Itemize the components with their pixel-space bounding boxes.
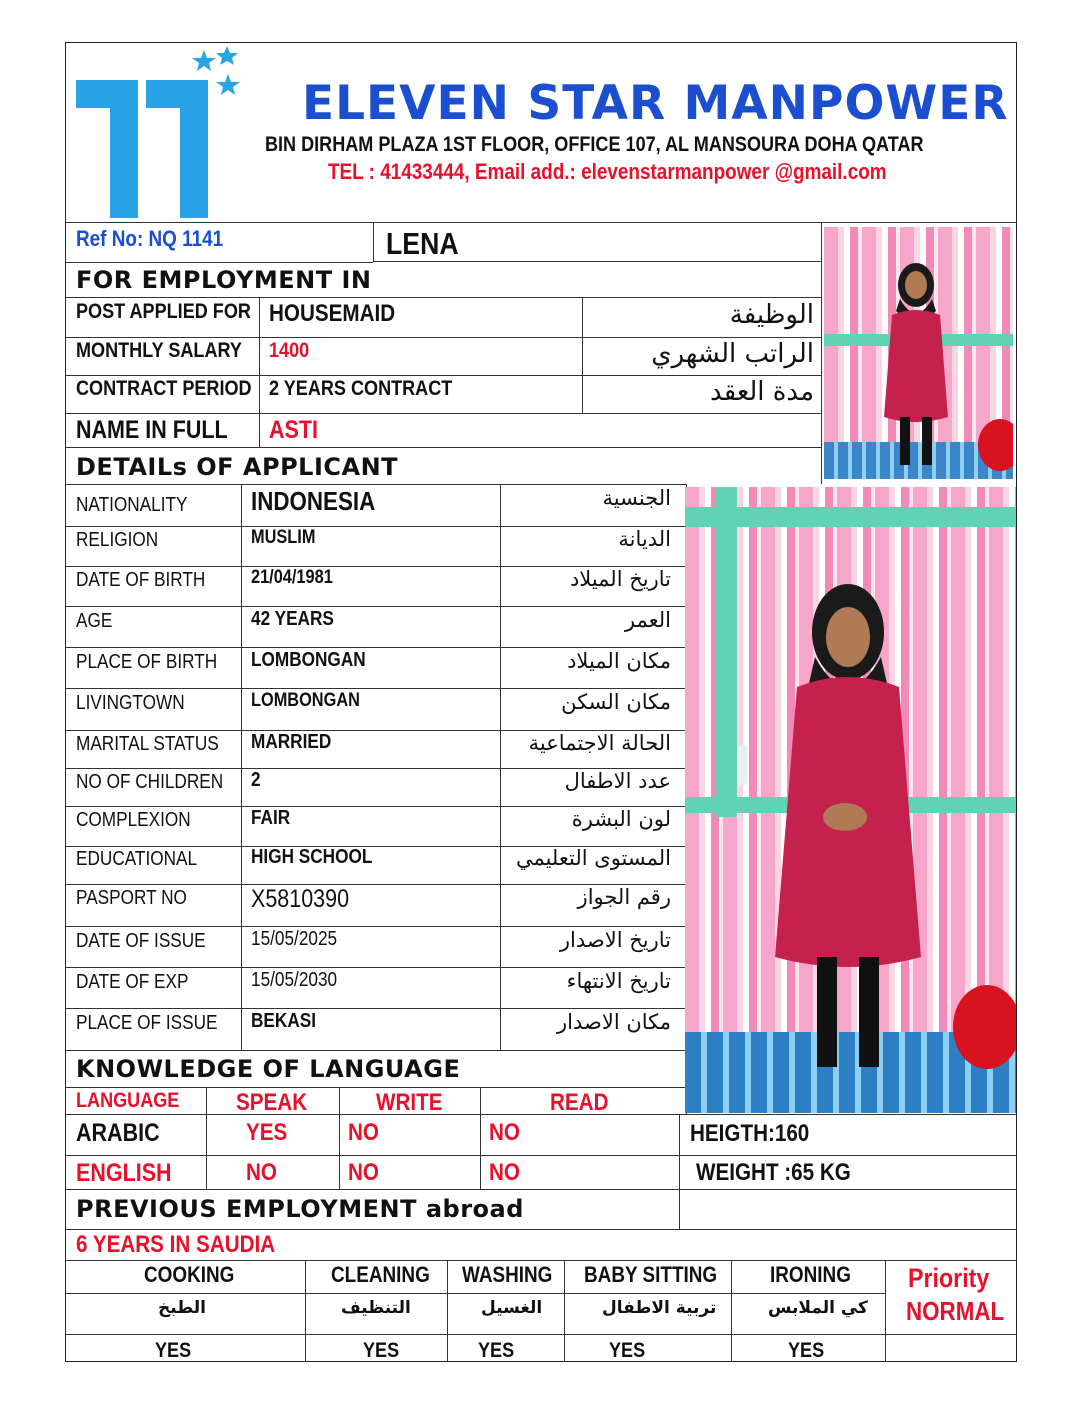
detail-value: 21/04/1981 (251, 567, 333, 588)
skill-arabic: كي الملابس (768, 1298, 868, 1318)
lang-header-speak: SPEAK (236, 1089, 308, 1116)
detail-arabic: الديانة (618, 527, 671, 551)
ref-number: Ref No: NQ 1141 (76, 226, 224, 251)
company-contact: TEL : 41433444, Email add.: elevenstarmanpower @gmail.com (328, 159, 887, 184)
salary-value: 1400 (269, 339, 310, 362)
previous-experience: 6 YEARS IN SAUDIA (76, 1231, 276, 1258)
skill-value: YES (155, 1339, 192, 1362)
company-logo (76, 46, 246, 218)
detail-label: DATE OF BIRTH (76, 569, 206, 591)
detail-value: 15/05/2025 (251, 928, 338, 950)
skill-arabic: الطبخ (158, 1298, 206, 1318)
post-arabic: الوظيفة (729, 300, 814, 330)
skill-arabic: الغسيل (481, 1298, 543, 1318)
contract-arabic: مدة العقد (710, 377, 814, 407)
detail-label: NO OF CHILDREN (76, 771, 224, 793)
detail-value: 42 YEARS (251, 608, 334, 630)
skill-name: COOKING (144, 1262, 235, 1287)
detail-arabic: مكان الاصدار (557, 1010, 671, 1034)
detail-value: X5810390 (251, 885, 350, 913)
skill-value: YES (478, 1339, 515, 1362)
detail-label: AGE (76, 610, 113, 632)
detail-arabic: تاريخ الانتهاء (566, 969, 671, 993)
lang-header-read: READ (550, 1089, 609, 1116)
skill-name: CLEANING (331, 1262, 430, 1287)
detail-value: HIGH SCHOOL (251, 846, 373, 868)
detail-label: DATE OF ISSUE (76, 930, 206, 952)
lang-header-language: LANGUAGE (76, 1089, 180, 1112)
company-name: ELEVEN STAR MANPOWER (302, 76, 1009, 131)
employment-section-title: FOR EMPLOYMENT IN (76, 266, 372, 294)
details-section-title: DETAILs OF APPLICANT (76, 453, 399, 481)
detail-label: MARITAL STATUS (76, 733, 219, 755)
detail-value: 2 (251, 769, 261, 791)
previous-section-title: PREVIOUS EMPLOYMENT abroad (76, 1195, 524, 1223)
detail-value: FAIR (251, 807, 291, 829)
detail-arabic: الحالة الاجتماعية (528, 731, 671, 755)
skill-value: YES (609, 1339, 646, 1362)
lang-header-write: WRITE (376, 1089, 443, 1116)
skill-value: YES (788, 1339, 825, 1362)
skill-name: WASHING (462, 1262, 553, 1287)
detail-arabic: تاريخ الاصدار (559, 928, 671, 952)
full-name-value: ASTI (269, 416, 318, 444)
detail-label: PLACE OF ISSUE (76, 1012, 218, 1034)
detail-label: PASPORT NO (76, 887, 187, 909)
detail-arabic: مكان الميلاد (567, 649, 671, 673)
detail-value: MUSLIM (251, 527, 316, 548)
detail-value: INDONESIA (251, 486, 376, 516)
contract-label: CONTRACT PERIOD (76, 377, 252, 400)
detail-label: NATIONALITY (76, 494, 188, 516)
post-label: POST APPLIED FOR (76, 300, 251, 323)
skill-arabic: تربية الاطفال (602, 1298, 717, 1318)
detail-value: 15/05/2030 (251, 969, 338, 991)
skill-value: YES (363, 1339, 400, 1362)
detail-label: LIVINGTOWN (76, 692, 185, 714)
detail-arabic: الجنسية (602, 486, 671, 510)
lang-write: NO (348, 1119, 379, 1146)
detail-value: LOMBONGAN (251, 649, 366, 671)
detail-value: MARRIED (251, 731, 332, 753)
company-address: BIN DIRHAM PLAZA 1ST FLOOR, OFFICE 107, AL MANSOURA DOHA QATAR (265, 133, 924, 156)
detail-arabic: لون البشرة (571, 807, 671, 831)
salary-label: MONTHLY SALARY (76, 339, 242, 362)
detail-arabic: عدد الاطفال (564, 769, 671, 793)
lang-name: ARABIC (76, 1119, 160, 1147)
detail-arabic: المستوى التعليمي (515, 846, 671, 870)
applicant-photo-small (824, 227, 1013, 479)
detail-arabic: تاريخ الميلاد (569, 567, 671, 591)
lang-read: NO (489, 1159, 520, 1186)
detail-label: EDUCATIONAL (76, 848, 198, 870)
detail-arabic: رقم الجواز (577, 885, 671, 909)
priority-label: Priority (908, 1263, 990, 1293)
contract-value: 2 YEARS CONTRACT (269, 377, 453, 400)
priority-value: NORMAL (906, 1296, 1005, 1326)
detail-label: PLACE OF BIRTH (76, 651, 218, 673)
detail-label: RELIGION (76, 529, 159, 551)
detail-value: BEKASI (251, 1010, 316, 1032)
detail-arabic: مكان السكن (561, 690, 671, 714)
skill-arabic: التنظيف (341, 1298, 411, 1318)
detail-arabic: العمر (624, 608, 671, 632)
skill-name: IRONING (770, 1262, 851, 1287)
weight-value: WEIGHT :65 KG (696, 1159, 851, 1186)
lang-name: ENGLISH (76, 1159, 172, 1187)
language-section-title: KNOWLEDGE OF LANGUAGE (76, 1055, 461, 1083)
salary-arabic: الراتب الشهري (651, 339, 814, 369)
post-value: HOUSEMAID (269, 300, 396, 327)
applicant-photo-large (685, 487, 1016, 1113)
lang-speak: YES (246, 1119, 288, 1146)
detail-label: DATE OF EXP (76, 971, 189, 993)
full-name-label: NAME IN FULL (76, 416, 228, 444)
height-value: HEIGTH:160 (690, 1120, 810, 1147)
detail-value: LOMBONGAN (251, 690, 360, 711)
applicant-code-name: LENA (386, 226, 459, 261)
skill-name: BABY SITTING (584, 1262, 718, 1287)
lang-read: NO (489, 1119, 520, 1146)
lang-write: NO (348, 1159, 379, 1186)
lang-speak: NO (246, 1159, 277, 1186)
detail-label: COMPLEXION (76, 809, 191, 831)
